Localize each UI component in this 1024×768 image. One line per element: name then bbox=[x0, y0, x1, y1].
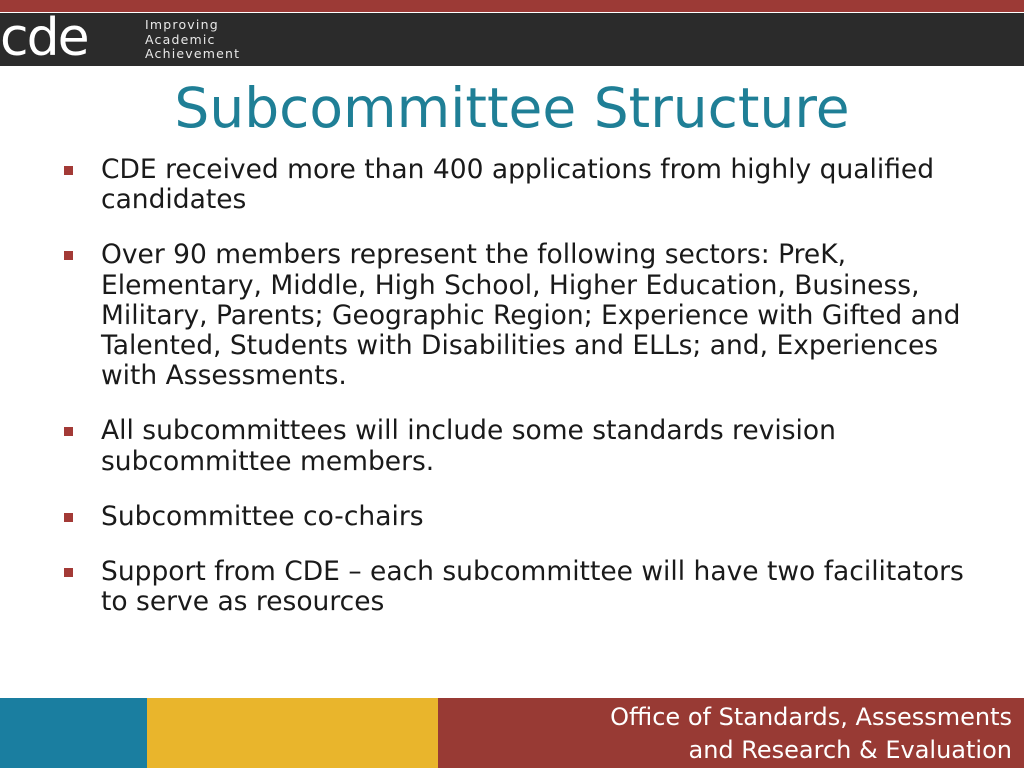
top-accent-stripe bbox=[0, 0, 1024, 12]
bullet-item bbox=[62, 416, 982, 476]
footer-line: Office of Standards, Assessments bbox=[610, 703, 1012, 731]
footer-gold-block bbox=[147, 698, 438, 768]
tagline-line: Improving bbox=[145, 17, 219, 32]
footer-blue-block bbox=[0, 698, 147, 768]
logo-tagline bbox=[145, 18, 265, 62]
bullet-item bbox=[62, 155, 982, 215]
square-bullet-icon bbox=[64, 427, 73, 436]
square-bullet-icon bbox=[64, 568, 73, 577]
bullet-text: Over 90 members represent the following sectors: PreK, Elementary, Middle, High School, Higher Education, Business, Military, Parents; Geographic Region; Experience with Gifted and Talented, Students with Disabilities and ELLs; and, Experiences with Assessments. bbox=[101, 239, 961, 392]
bullet-text: All subcommittees will include some standards revision subcommittee members. bbox=[101, 415, 836, 477]
footer-office-name bbox=[610, 701, 1012, 767]
bullet-item bbox=[62, 502, 982, 532]
cde-logo: cde bbox=[0, 8, 88, 68]
slide-title: Subcommittee Structure bbox=[174, 76, 850, 140]
footer-red-block bbox=[438, 698, 1024, 768]
tagline-line: Achievement bbox=[145, 46, 241, 61]
square-bullet-icon bbox=[64, 166, 73, 175]
square-bullet-icon bbox=[64, 251, 73, 260]
footer-band bbox=[0, 698, 1024, 768]
tagline-line: Academic bbox=[145, 31, 216, 47]
bullet-text: Subcommittee co-chairs bbox=[101, 500, 424, 532]
footer-line: and Research & Evaluation bbox=[688, 736, 1012, 764]
bullet-text: CDE received more than 400 applications from highly qualified candidates bbox=[101, 154, 935, 216]
bullet-list bbox=[62, 155, 982, 642]
bullet-text: Support from CDE – each subcommittee will have two facilitators to serve as resources bbox=[101, 556, 964, 618]
bullet-item bbox=[62, 557, 982, 617]
square-bullet-icon bbox=[64, 513, 73, 522]
bullet-item bbox=[62, 240, 982, 391]
header-bar bbox=[0, 8, 1024, 68]
